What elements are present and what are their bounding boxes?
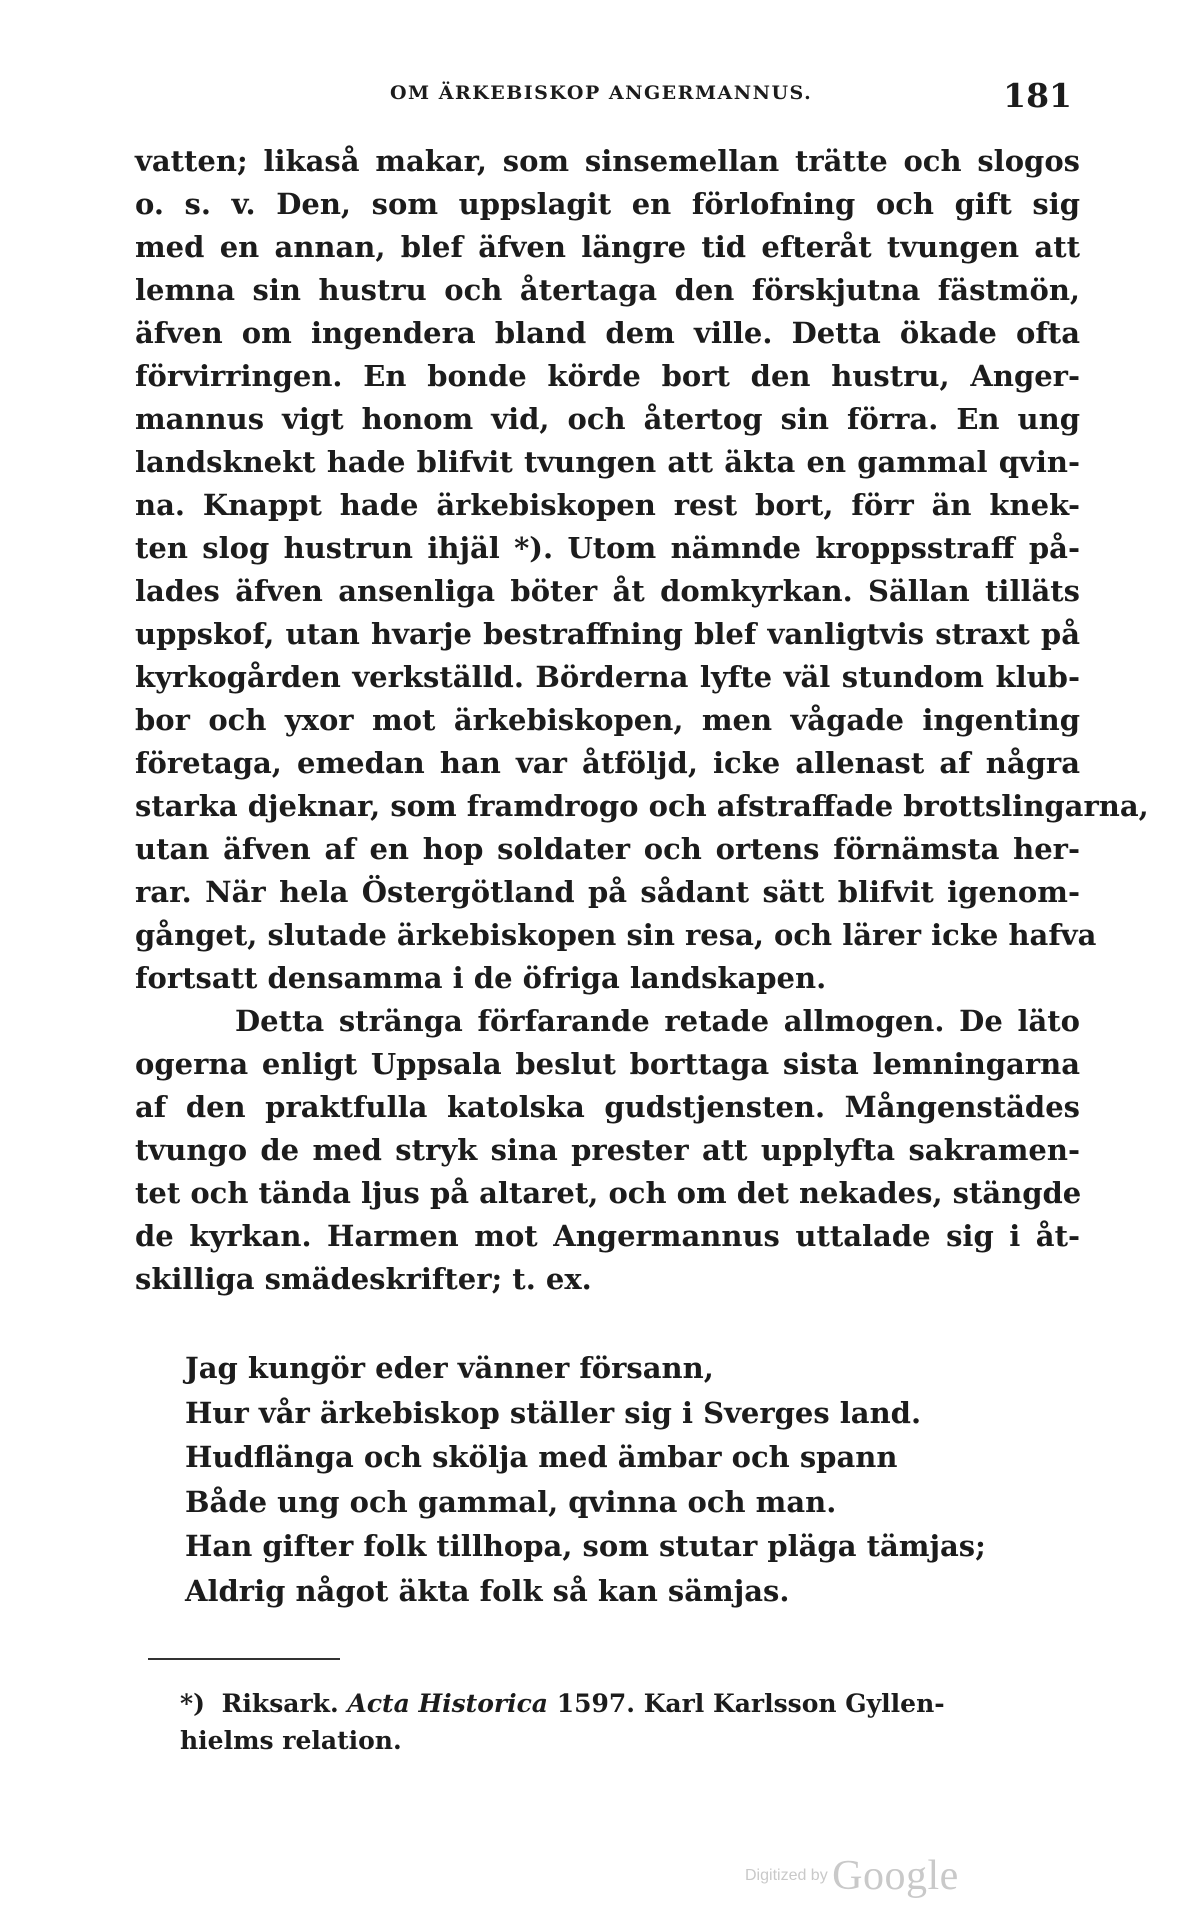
- footnote-divider: [148, 1658, 340, 1660]
- running-title: OM ÄRKEBISKOP ANGERMANNUS.: [390, 82, 813, 104]
- text-line: uppskof, utan hvarje bestraffning blef vanligtvis straxt på: [135, 617, 1080, 651]
- page-number: 181: [1003, 76, 1072, 115]
- text-line: ten slog hustrun ihjäl *). Utom nämnde kroppsstraff på-: [135, 531, 1080, 565]
- page-header: [135, 78, 1080, 118]
- poem-verse: Jag kungör eder vänner försann,: [185, 1351, 714, 1385]
- text-line: Detta stränga förfarande retade allmogen. De läto: [235, 1004, 1080, 1038]
- text-line: landsknekt hade blifvit tvungen att äkta en gammal qvin-: [135, 445, 1080, 479]
- text-line: af den praktfulla katolska gudstjensten. Mångenstädes: [135, 1090, 1080, 1124]
- text-line: lemna sin hustru och återtaga den förskjutna fästmön,: [135, 273, 1080, 307]
- watermark-digitized-text: Digitized by: [745, 1867, 828, 1884]
- text-line: bor och yxor mot ärkebiskopen, men vågade ingenting: [135, 703, 1080, 737]
- text-line: tet och tända ljus på altaret, och om det nekades, stängde: [135, 1176, 1082, 1210]
- text-line: tvungo de med stryk sina prester att upplyfta sakramen-: [135, 1133, 1080, 1167]
- poem-verse: Hudflänga och skölja med ämbar och spann: [185, 1440, 898, 1474]
- text-line: gånget, slutade ärkebiskopen sin resa, och lärer icke hafva: [135, 918, 1097, 952]
- text-line: de kyrkan. Harmen mot Angermannus uttalade sig i åt-: [135, 1219, 1080, 1253]
- poem-verse: Hur vår ärkebiskop ställer sig i Sverges land.: [185, 1395, 922, 1430]
- text-line: ogerna enligt Uppsala beslut borttaga sista lemningarna: [135, 1047, 1080, 1081]
- text-line: företaga, emedan han var åtföljd, icke allenast af några: [135, 746, 1080, 780]
- text-line: skilliga smädeskrifter; t. ex.: [135, 1262, 592, 1296]
- text-line: kyrkogården verkställd. Börderna lyfte väl stundom klub-: [135, 660, 1080, 694]
- footnote-italic-title: Acta Historica: [347, 1689, 548, 1718]
- footnote: [180, 1685, 1080, 1759]
- paragraph-1: [135, 140, 1149, 1000]
- poem: [185, 1346, 1065, 1613]
- text-line: na. Knappt hade ärkebiskopen rest bort, förr än knek-: [135, 488, 1080, 522]
- text-line: fortsatt densamma i de öfriga landskapen.: [135, 961, 827, 995]
- footnote-line: [180, 1685, 1080, 1722]
- footnote-line: hielms relation.: [180, 1726, 402, 1755]
- text-line: utan äfven af en hop soldater och ortens förnämsta her-: [135, 832, 1080, 866]
- poem-verse: Aldrig något äkta folk så kan sämjas.: [185, 1573, 790, 1608]
- text-line: äfven om ingendera bland dem ville. Detta ökade ofta: [135, 316, 1080, 350]
- digitized-watermark: [745, 1852, 959, 1900]
- text-line: vatten; likaså makar, som sinsemellan trätte och slogos: [135, 144, 1080, 178]
- poem-verse: Han gifter folk tillhopa, som stutar pläga tämjas;: [185, 1529, 986, 1563]
- footnote-reference: 1597. Karl Karlsson Gyllen-: [556, 1689, 945, 1718]
- footnote-marker: *): [180, 1689, 205, 1718]
- text-line: med en annan, blef äfven längre tid efteråt tvungen att: [135, 230, 1080, 264]
- poem-verse: Både ung och gammal, qvinna och man.: [185, 1484, 837, 1519]
- text-line: lades äfven ansenliga böter åt domkyrkan. Sällan tilläts: [135, 574, 1080, 608]
- text-line: mannus vigt honom vid, och återtog sin förra. En ung: [135, 402, 1080, 436]
- footnote-source: Riksark.: [221, 1689, 339, 1718]
- text-line: starka djeknar, som framdrogo och afstraffade brottslingarna,: [135, 789, 1149, 823]
- body-text: [135, 140, 1149, 1301]
- text-line: förvirringen. En bonde körde bort den hustru, Anger-: [135, 359, 1080, 393]
- watermark-brand-logo: Google: [832, 1853, 959, 1899]
- text-line: rar. När hela Östergötland på sådant sätt blifvit igenom-: [135, 875, 1080, 909]
- paragraph-2: [135, 1000, 1080, 1301]
- text-line: o. s. v. Den, som uppslagit en förlofning och gift sig: [135, 187, 1080, 221]
